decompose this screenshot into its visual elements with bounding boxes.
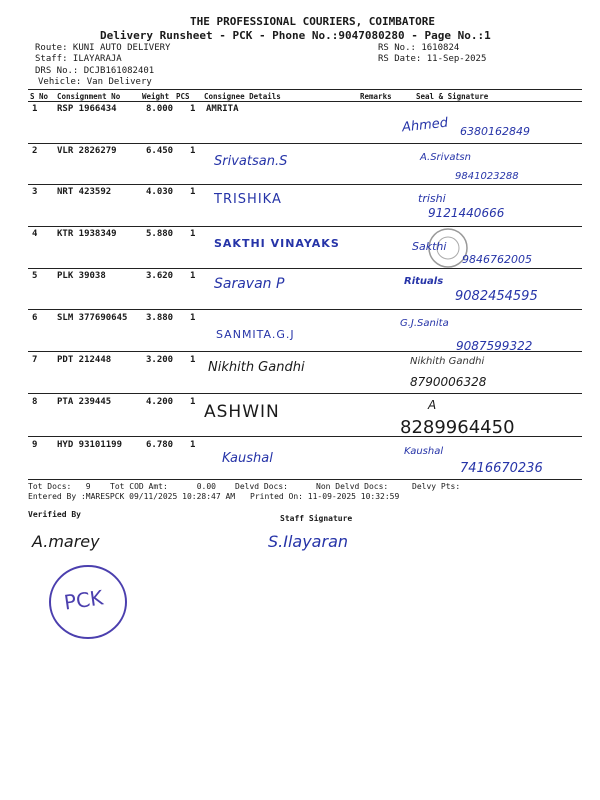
row-sno: 7: [32, 355, 38, 365]
row-consignment: PDT 212448: [57, 355, 112, 365]
row-phone: 8790006328: [410, 375, 487, 389]
rs-number: RS No.: 1610824: [378, 43, 460, 53]
table-header-rule: [28, 101, 582, 102]
row-consignee: AMRITA: [206, 104, 239, 114]
stamp-text: PCK: [62, 585, 105, 615]
row-consignee: Nikhith Gandhi: [208, 360, 305, 375]
row-sno: 4: [32, 229, 38, 239]
row-signature: Rituals: [404, 276, 444, 287]
row-weight: 3.200: [146, 355, 174, 365]
row-signature: G.J.Sanita: [400, 318, 449, 329]
row-phone: 9087599322: [456, 339, 533, 353]
row-signature: Ahmed: [401, 115, 449, 136]
row-weight: 3.620: [146, 271, 174, 281]
table-bottom-rule: [28, 479, 582, 480]
total-docs: Tot Docs: 9: [28, 482, 91, 491]
col-remarks: Remarks: [360, 92, 392, 101]
row-consignment: NRT 423592: [57, 187, 112, 197]
row-signature: A: [428, 398, 437, 412]
row-consignee: SANMITA.G.J: [216, 328, 295, 341]
total-cod-amount: Tot COD Amt: 0.00: [110, 482, 216, 491]
verified-by-label: Verified By: [28, 510, 81, 519]
staff-label: Staff: ILAYARAJA: [35, 54, 122, 64]
row-pcs: 1: [190, 313, 196, 323]
row-phone: 9841023288: [455, 171, 519, 182]
row-consignment: KTR 1938349: [57, 229, 117, 239]
row-sno: 8: [32, 397, 38, 407]
non-delivered-docs: Non Delvd Docs:: [316, 482, 389, 491]
row-divider: [28, 309, 582, 310]
row-signature: Kaushal: [404, 446, 444, 457]
col-consignee: Consignee Details: [204, 92, 281, 101]
company-title: THE PROFESSIONAL COURIERS, COIMBATORE: [190, 15, 436, 28]
row-signature: A.Srivatsn: [420, 152, 471, 163]
row-weight: 4.200: [146, 397, 174, 407]
row-signature: Nikhith Gandhi: [410, 356, 485, 367]
col-pcs: PCS: [176, 92, 190, 101]
row-consignee: Saravan P: [214, 276, 285, 292]
row-consignment: VLR 2826279: [57, 146, 117, 156]
drs-number: DRS No.: DCJB161082401: [35, 66, 155, 76]
delivery-points: Delvy Pts:: [412, 482, 461, 491]
col-consignment: Consignment No: [57, 92, 121, 101]
row-phone: 8289964450: [400, 417, 515, 438]
row-signature: Sakthi: [412, 240, 447, 253]
row-divider: [28, 226, 582, 227]
rs-date: RS Date: 11-Sep-2025: [378, 54, 487, 64]
vehicle-label: Vehicle: Van Delivery: [38, 77, 152, 87]
row-pcs: 1: [190, 397, 196, 407]
row-phone: 9082454595: [455, 289, 538, 304]
printed-on: Printed On: 11-09-2025 10:32:59: [250, 492, 400, 501]
row-divider: [28, 184, 582, 185]
row-sno: 1: [32, 104, 38, 114]
row-consignment: PLK 39038: [57, 271, 106, 281]
row-weight: 6.450: [146, 146, 174, 156]
row-sno: 5: [32, 271, 38, 281]
row-pcs: 1: [190, 229, 196, 239]
row-consignee: Srivatsan.S: [214, 154, 288, 169]
row-weight: 4.030: [146, 187, 174, 197]
row-weight: 5.880: [146, 229, 174, 239]
row-consignment: RSP 1966434: [57, 104, 117, 114]
row-sno: 6: [32, 313, 38, 323]
col-weight: Weight: [142, 92, 170, 101]
row-pcs: 1: [190, 355, 196, 365]
row-pcs: 1: [190, 104, 196, 114]
row-weight: 8.000: [146, 104, 174, 114]
row-divider: [28, 393, 582, 394]
row-divider: [28, 143, 582, 144]
entered-by: Entered By :MARESPCK 09/11/2025 10:28:47 AM: [28, 492, 236, 501]
row-phone: 9121440666: [428, 206, 505, 220]
runsheet-subtitle: Delivery Runsheet - PCK - Phone No.:9047080280 - Page No.:1: [100, 29, 491, 42]
row-consignment: HYD 93101199: [57, 440, 123, 450]
row-weight: 3.880: [146, 313, 174, 323]
row-consignment: SLM 377690645: [57, 313, 128, 323]
row-consignee: SAKTHI VINAYAKS: [214, 237, 340, 250]
row-pcs: 1: [190, 146, 196, 156]
row-sno: 2: [32, 146, 38, 156]
table-top-rule: [28, 89, 582, 90]
row-sno: 3: [32, 187, 38, 197]
row-pcs: 1: [190, 440, 196, 450]
staff-signature-label: Staff Signature: [280, 514, 353, 523]
row-sno: 9: [32, 440, 38, 450]
delivered-docs: Delvd Docs:: [235, 482, 288, 491]
row-consignment: PTA 239445: [57, 397, 112, 407]
row-weight: 6.780: [146, 440, 174, 450]
route-label: Route: KUNI AUTO DELIVERY: [35, 43, 171, 53]
row-phone: 7416670236: [460, 461, 543, 476]
row-phone: 6380162849: [460, 125, 530, 138]
col-sno: S No: [30, 92, 49, 101]
col-seal-signature: Seal & Signature: [416, 92, 489, 101]
row-divider: [28, 436, 582, 437]
verified-signature: A.marey: [32, 532, 100, 551]
row-consignee: Kaushal: [222, 451, 273, 466]
row-phone: 9846762005: [462, 253, 532, 266]
row-consignee: TRISHIKA: [214, 192, 282, 207]
row-pcs: 1: [190, 271, 196, 281]
row-divider: [28, 268, 582, 269]
row-consignee: ASHWIN: [204, 402, 280, 422]
row-pcs: 1: [190, 187, 196, 197]
row-divider: [28, 351, 582, 352]
staff-signature: S.Ilayaran: [268, 532, 349, 551]
row-signature: trishi: [418, 192, 446, 205]
